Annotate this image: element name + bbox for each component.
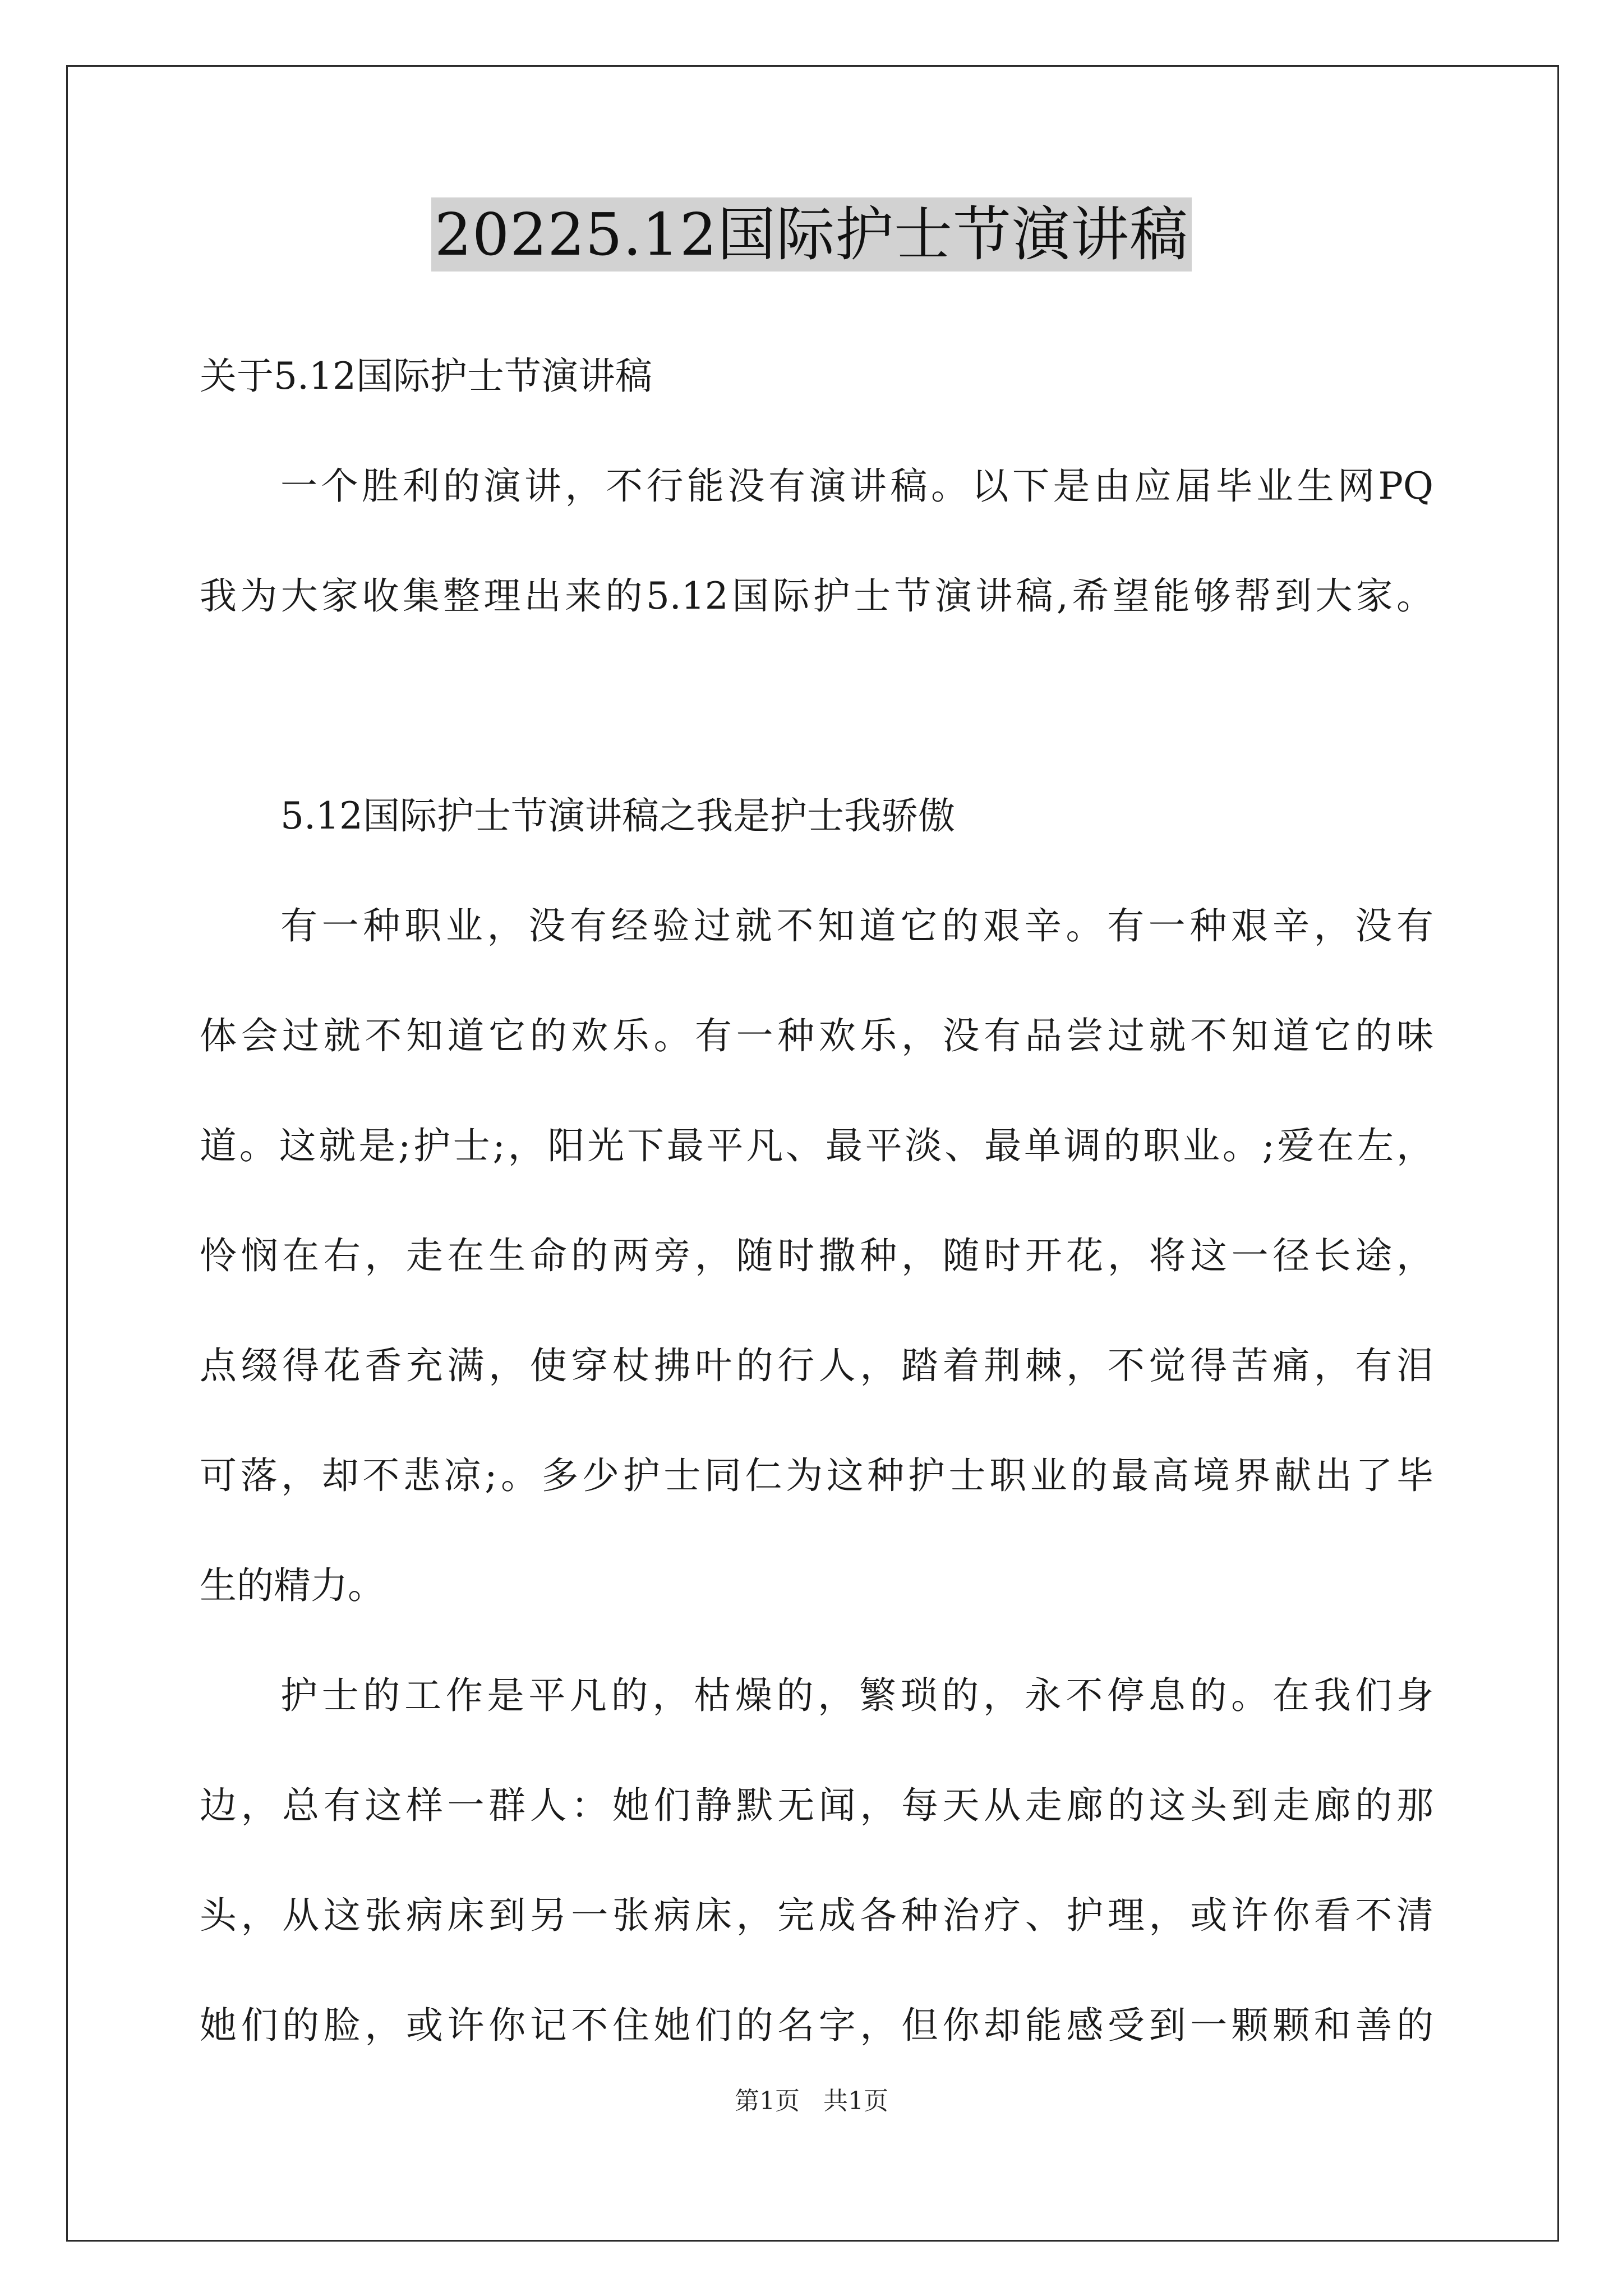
paragraph-line: 有一种职业，没有经验过就不知道它的艰辛。有一种艰辛，没有 <box>280 904 1433 947</box>
paragraph-line: 可落，却不悲凉;。多少护士同仁为这种护士职业的最高境界献出了毕 <box>200 1454 1433 1497</box>
paragraph-line: 点缀得花香充满，使穿杖拂叶的行人，踏着荆棘，不觉得苦痛，有泪 <box>200 1344 1433 1387</box>
paragraph-line: 生的精力。 <box>200 1564 385 1607</box>
paragraph-line: 护士的工作是平凡的，枯燥的，繁琐的，永不停息的。在我们身 <box>280 1674 1433 1717</box>
paragraph-gap <box>200 664 1433 774</box>
paragraph-line: 边，总有这样一群人：她们静默无闻，每天从走廊的这头到走廊的那 <box>200 1784 1433 1827</box>
document-subtitle: 关于5.12国际护士节演讲稿 <box>200 355 652 398</box>
paragraph-line: 一个胜利的演讲，不行能没有演讲稿。以下是由应届毕业生网PQ <box>280 464 1433 508</box>
paragraph-line: 怜悯在右，走在生命的两旁，随时撒种，随时开花，将这一径长途， <box>200 1234 1433 1277</box>
document-body <box>200 334 1433 2093</box>
page-number: 第1页 <box>735 2087 800 2115</box>
section-heading: 5.12国际护士节演讲稿之我是护士我骄傲 <box>280 794 955 838</box>
title-container <box>0 197 1623 272</box>
paragraph-line: 体会过就不知道它的欢乐。有一种欢乐，没有品尝过就不知道它的味 <box>200 1014 1433 1057</box>
document-title: 20225.12国际护士节演讲稿 <box>431 197 1192 272</box>
page-total: 共1页 <box>823 2087 888 2115</box>
page-footer <box>0 2085 1623 2118</box>
paragraph-line: 道。这就是;护士;，阳光下最平凡、最平淡、最单调的职业。;爱在左， <box>200 1124 1433 1167</box>
paragraph-line: 头，从这张病床到另一张病床，完成各种治疗、护理，或许你看不清 <box>200 1894 1433 1937</box>
paragraph-line: 她们的脸，或许你记不住她们的名字，但你却能感受到一颗颗和善的 <box>200 2004 1433 2047</box>
paragraph-line: 我为大家收集整理出来的5.12国际护士节演讲稿,希望能够帮到大家。 <box>200 574 1433 618</box>
